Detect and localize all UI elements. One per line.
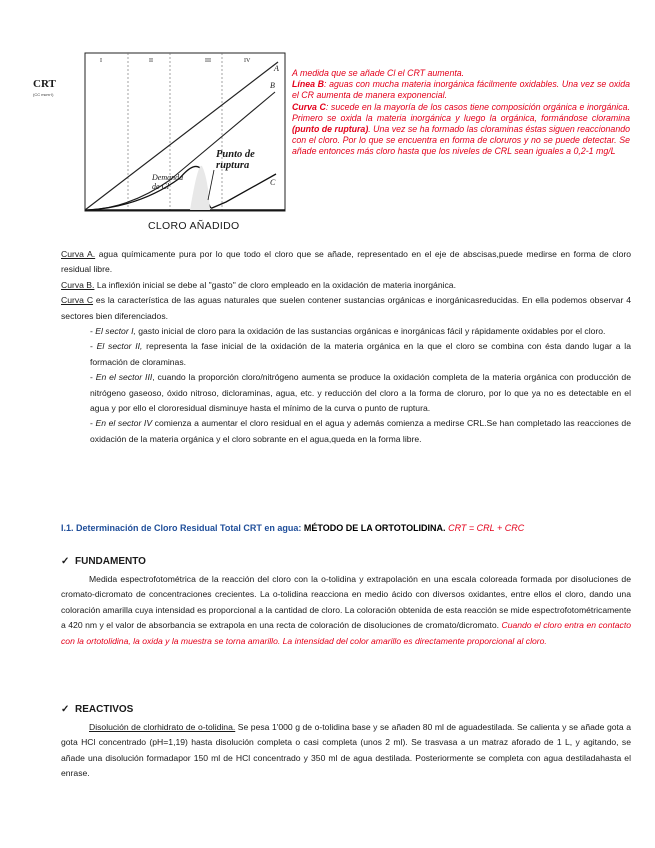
curve-a-paragraph: Curva A. agua químicamente pura por lo que todo el cloro que se añade, representado en el eje de abscisas,puede medirse en forma de cloro residual libre.	[61, 249, 631, 275]
sector-label-1: I	[100, 58, 102, 64]
fundamento-paragraph: Medida espectrofotométrica de la reacción del cloro con la o-tolidina y extrapolación en una escala coloreada formada por disoluciones de cromato-dicromato de concentraciones crecientes. La o-tolidina reacciona en medio ácido con diversos oxidantes, entre ellos el cloro, dando una coloración amarilla cuya intensidad es proporcional a la cantidad de cloro. La coloración obtenida de esta reacción se mide espectrofotométricamente a 420 nm y el valor de absorbancia se extrapola en una recta de coloración de disoluciones de cromato/dicromato. Cuando el cloro entra en contacto con la ortotolidina, la oxida y la muestra se torna amarillo. La intensidad del color amarillo es directamente proporcional al cloro.	[61, 574, 631, 646]
note-curve-c: Curva C: sucede en la mayoría de los casos tiene composición orgánica e inorgánica. Primero se oxida la materia inorgánica y luego la orgánica, formándose cloramina (punto de ruptura). Una vez se ha formado las cloraminas éstas siguen reaccionando con el cloro. Por lo que se encuentra en forma de cloruros y no se puede detectar. Se añade entonces más cloro hasta que los niveles de CRL sean iguales a 0,2-1 mg/L	[292, 101, 631, 157]
ruptura-pointer	[208, 170, 214, 200]
sector-1-item: - El sector I, gasto inicial de cloro para la oxidación de las sustancias orgánicas e inorgánicas fácil y rápidamente oxidables por el cloro.	[90, 326, 606, 337]
sector-2-item: - El sector II, representa la fase inicial de la oxidación de la materia orgánica en la que el cloro se combina con ésta dando lugar a la formación de cloraminas.	[90, 341, 631, 367]
chlorine-curve-figure	[30, 50, 288, 236]
sector-label-4: IV	[244, 58, 251, 64]
demanda-line-1: Demanda	[152, 173, 184, 182]
curve-label-a: A	[274, 64, 279, 73]
note-line-b: Línea B: aguas con mucha materia inorgánica fácilmente oxidables. Una vez se oxida el CR aumenta de manera exponencial.	[292, 79, 630, 101]
y-axis-title: CRT	[33, 78, 56, 90]
chlorine-curve-plot	[30, 50, 288, 236]
curve-b-paragraph: Curva B. La inflexión inicial se debe al "gasto" de cloro empleado en la oxidación de materia inorgánica.	[61, 279, 456, 290]
y-axis-subtitle: (CC mcm·l)	[33, 92, 54, 97]
demand-shading	[190, 166, 210, 210]
reactivos-paragraph: Disolución de clorhidrato de o-tolidina. Se pesa 1'000 g de o-tolidina base y se añaden 80 ml de aguadestilada. Se calienta y se añade gota a gota HCl concentrado (pH=1,19) hasta disolución completa o casi completa (unos 2 ml). Se trasvasa a un matraz aforado de 1 L, y agitando, se añade una disolución formadapor 150 ml de HCl concentrado y 350 ml de agua destilada. Posteriormente se completa con agua destiladahasta el enrase.	[61, 722, 631, 779]
reactivos-heading: ✓ REACTIVOS	[61, 704, 134, 715]
sector-label-2: II	[149, 58, 153, 64]
check-mark-icon: ✓	[61, 556, 70, 567]
note-crt: A medida que se añade Cl el CRT aumenta.	[292, 68, 465, 78]
sector-3-item: - En el sector III, cuando la proporción cloro/nitrógeno aumenta se produce la oxidación completa de la materia orgánica con producción de nitrógeno gaseoso, óxido nitroso, dicloraminas, agua, etc. y reducción del cloro a la forma de cloruro, por lo que ya no es detectable en el agua y por ello el clororesidual disminuye hasta el mínimo de la curva o punto de ruptura.	[90, 372, 631, 414]
check-mark-icon: ✓	[61, 704, 70, 715]
x-axis-title: CLORO AÑADIDO	[148, 220, 240, 232]
section-heading: I.1. Determinación de Cloro Residual Total CRT en agua: MÉTODO DE LA ORTOTOLIDINA. CRT = CRL + CRC	[61, 523, 525, 533]
sector-label-3: III	[205, 58, 211, 64]
curves-explanation	[61, 247, 631, 447]
curve-label-c: C	[270, 178, 276, 187]
sector-4-item: - En el sector IV comienza a aumentar el cloro residual en el agua y además comienza a medirse CRL.Se han completado las reacciones de oxidación de la materia orgánica y el cloro sobrante en el agua,queda en la forma libre.	[90, 418, 631, 444]
ruptura-line-2: ruptura	[216, 160, 250, 171]
curve-c-paragraph: Curva C es la característica de las aguas naturales que suelen contener sustancias orgánicas e inorgánicasreducidas. En ella podemos observar 4 sectores bien diferenciados.	[61, 295, 631, 321]
demanda-line-2: de Cl	[152, 182, 170, 191]
ruptura-annotation	[216, 149, 255, 171]
figure-notes	[292, 68, 630, 158]
ruptura-line-1: Punto de	[216, 149, 255, 160]
demanda-annotation	[152, 173, 183, 191]
fundamento-heading: ✓ FUNDAMENTO	[61, 556, 146, 567]
curve-label-b: B	[270, 81, 275, 90]
